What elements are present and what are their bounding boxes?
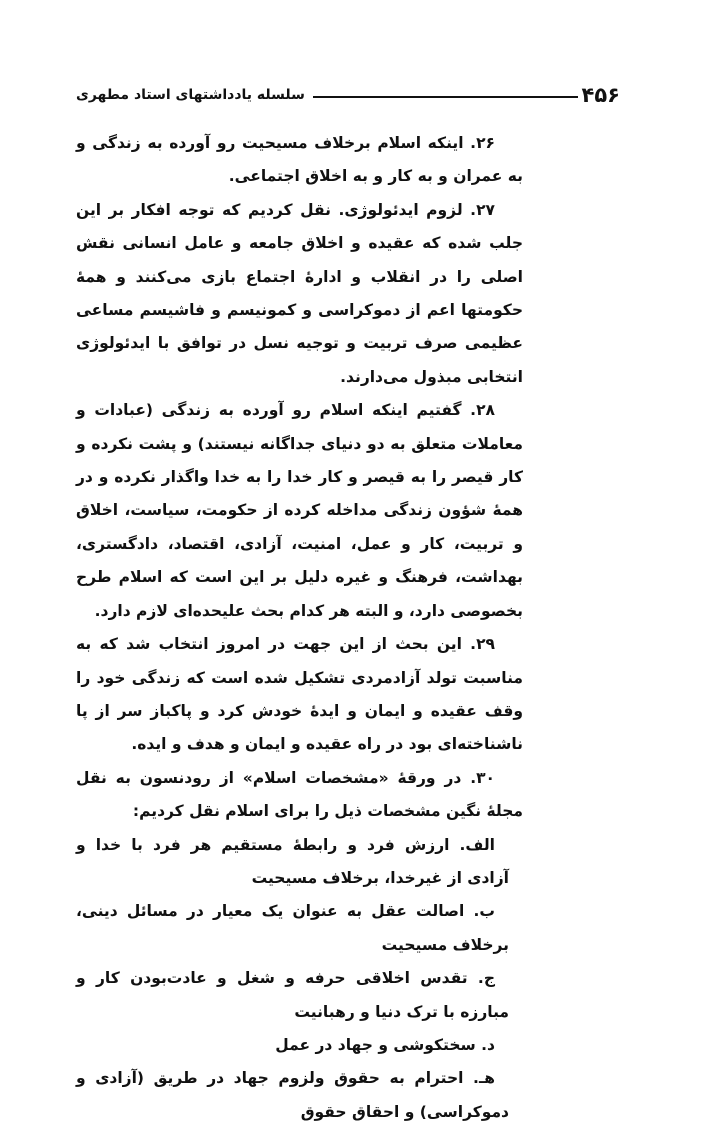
paragraph-30: ۳۰. در ورقهٔ «مشخصات اسلام» از رودنسون به نقل مجلهٔ نگین مشخصات ذیل را برای اسلام نقل کردیم: [76,768,523,821]
paragraph-28: ۲۸. گفتیم اینکه اسلام رو آورده به زندگی (عبادات و معاملات متعلق به دو دنیای جداگانه نیستند) و پشت نکرده و کار قیصر را به قیصر و کار خدا را به خدا واگذار نکرده و در همهٔ شؤون زندگی مداخله کرده از حکومت، سیاست، اخلاق و تربیت، کار و عمل، امنیت، آزادی، اقتصاد، دادگستری، بهداشت، فرهنگ و غیره دلیل بر این است که اسلام طرح بخصوصی دارد، و البته هر کدام بحث علیحده‌ای لازم دارد. [76,401,523,620]
list-item-jim: ج. تقدس اخلاقی حرفه و شغل و عادت‌بودن کار و مبارزه با ترک دنیا و رهبانیت [76,969,509,1021]
paragraph-26: ۲۶. اینکه اسلام برخلاف مسیحیت رو آورده به زندگی و به عمران و به کار و به اخلاق اجتماعی. [76,134,523,186]
paragraph-27: ۲۷. لزوم ایدئولوژی. نقل کردیم که توجه افکار بر این جلب شده که عقیده و اخلاق جامعه و عامل انسانی نقش اصلی را در انقلاب و ادارهٔ اجتماع بازی می‌کنند و همهٔ حکومتها اعم از دموکراسی و کمونیسم و فاشیسم مساعی عظیمی صرف تربیت و توجیه نسل در توافق با ایدئولوژی انتخابی مبذول می‌دارند. [76,200,523,386]
header-rule [313,96,578,98]
page-body [76,127,523,1129]
paragraph-29: ۲۹. این بحث از این جهت در امروز انتخاب شد که به مناسبت تولد آزادمردی تشکیل شده است که زندگی خود را وقف عقیده و ایمان و ایدهٔ خودش کرد و پاکباز سر از پا ناشناخته‌ای بود در راه عقیده و ایمان و هدف و ایده. [76,635,523,754]
page-header [76,82,620,108]
list-item-be: ب. اصالت عقل به عنوان یک معیار در مسائل دینی، برخلاف مسیحیت [76,902,509,954]
page-number: ۴۵۶ [581,83,620,107]
running-title: سلسله یادداشتهای استاد مطهری [76,87,305,103]
list-item-he: هـ. احترام به حقوق ولزوم جهاد در طریق (آزادی و دموکراسی) و احقاق حقوق [76,1069,509,1121]
list-item-dal: د. سختکوشی و جهاد در عمل [275,1035,495,1054]
list-item-alef: الف. ارزش فرد و رابطهٔ مستقیم هر فرد با خدا و آزادی از غیرخدا، برخلاف مسیحیت [76,835,509,887]
